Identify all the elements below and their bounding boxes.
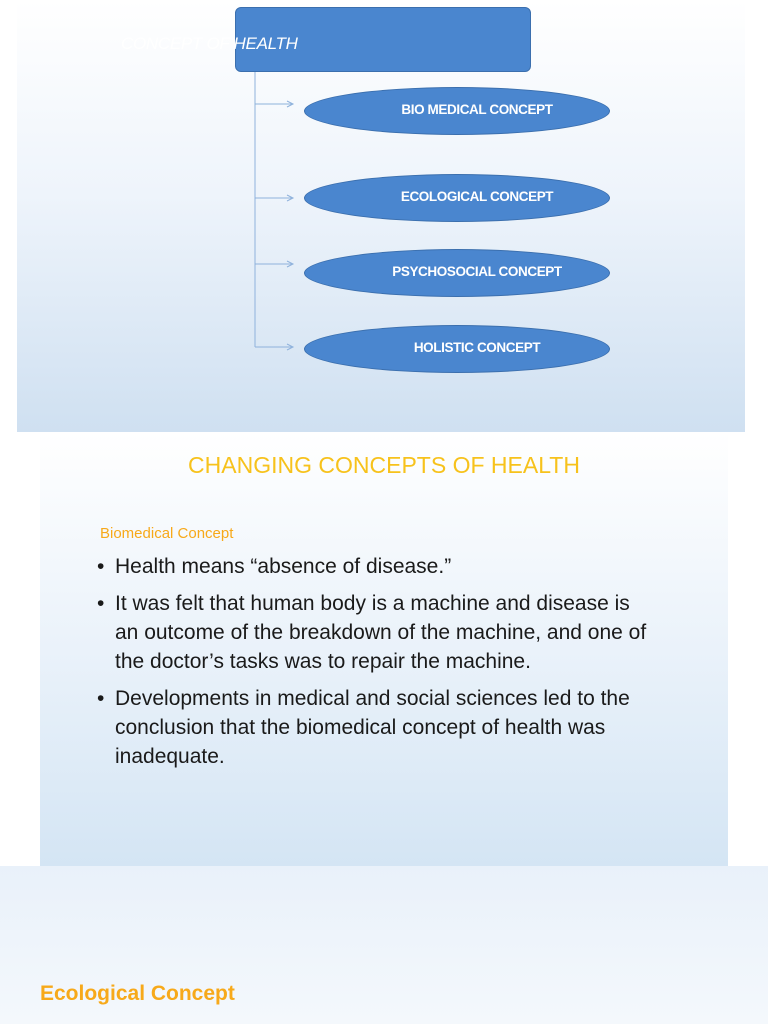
slide-title: CHANGING CONCEPTS OF HEALTH	[188, 452, 580, 478]
bullet-dot-icon: •	[97, 555, 105, 578]
bullet-text: It was felt that human body is a machine and disease is an outcome of the breakdown of the machine, and one of the doctor’s tasks was to repair the machine.	[115, 592, 647, 673]
slide-ecological-concept	[0, 866, 768, 1024]
root-concept-label: CONCEPT OF HEALTH	[121, 34, 298, 53]
bullet-dot-icon: •	[97, 592, 105, 615]
node-label: PSYCHOSOCIAL CONCEPT	[392, 264, 562, 279]
bullet-item	[97, 589, 657, 676]
node-label: BIO MEDICAL CONCEPT	[401, 102, 553, 117]
bullet-text: Health means “absence of disease.”	[115, 555, 452, 578]
bullet-item	[97, 684, 657, 771]
node-ecological	[304, 174, 610, 222]
bullet-text: Developments in medical and social sciences led to the conclusion that the biomedical concept of health was inadequate.	[115, 687, 630, 768]
bullet-dot-icon: •	[97, 687, 105, 710]
section-heading: Ecological Concept	[40, 982, 235, 1005]
node-bio-medical	[304, 87, 610, 135]
node-psychosocial	[304, 249, 610, 297]
slide-changing-concepts	[40, 432, 728, 866]
bullet-list	[97, 552, 657, 779]
node-holistic	[304, 325, 610, 373]
section-subtitle: Biomedical Concept	[100, 525, 234, 542]
node-label: HOLISTIC CONCEPT	[413, 340, 541, 355]
bullet-item	[97, 552, 657, 581]
slide-concept-diagram	[17, 0, 745, 432]
node-label: ECOLOGICAL CONCEPT	[400, 189, 554, 204]
